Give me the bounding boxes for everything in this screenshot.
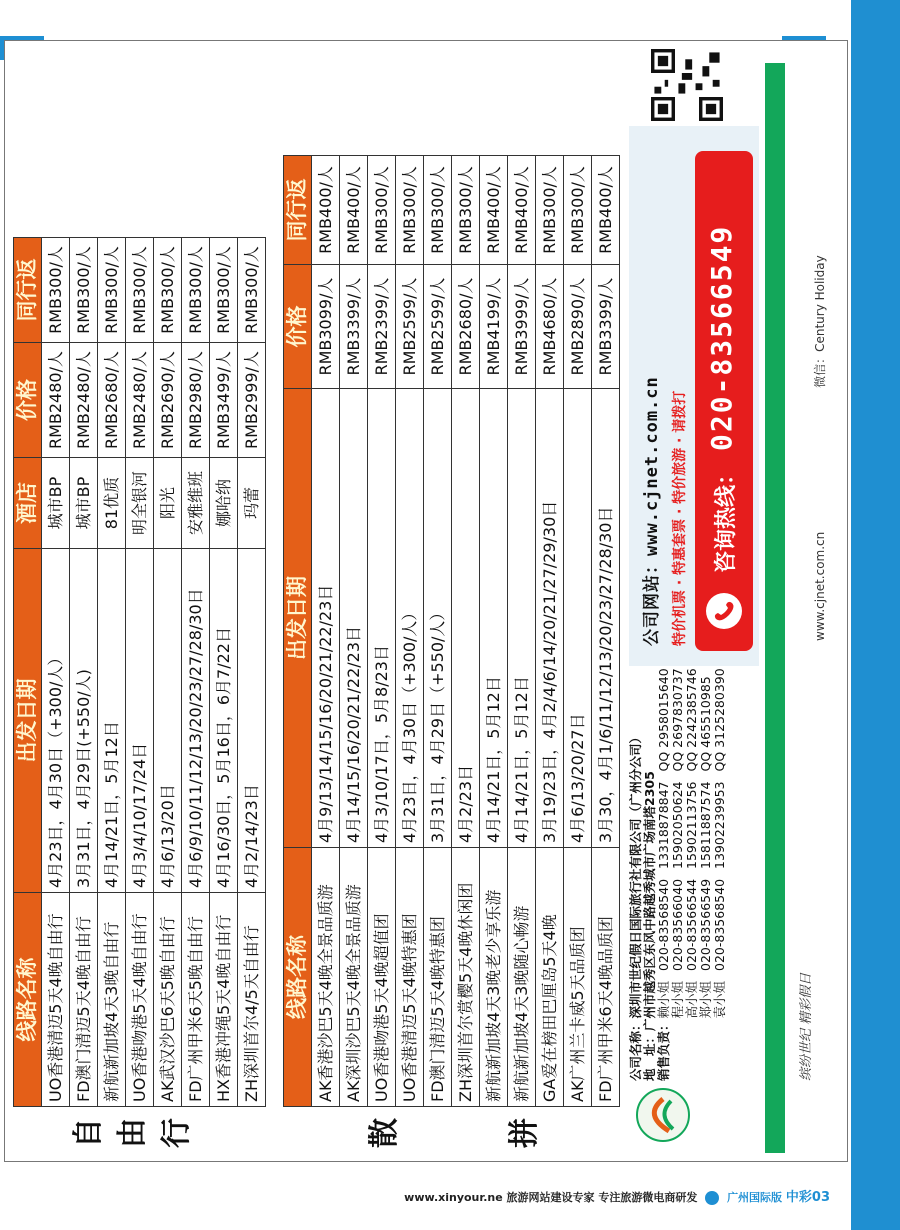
footer [404,1186,830,1205]
hotline-banner [629,126,759,666]
table-cell: ZH深圳首尔4/5天自由行 [238,893,266,1107]
label-char: 自 [71,1118,106,1148]
table-cell: RMB300/人 [98,238,126,343]
name-label: 公司名称： [628,1018,643,1081]
contact-name: 程小姐 [670,980,685,1019]
slogan: 缤纷世纪 精彩假日 [799,972,814,1081]
table-cell: RMB2599/人 [396,265,424,389]
table-row [452,156,480,1107]
table-cell: 3月31日，4月29日(+550/人) [70,549,98,893]
table-cell: RMB300/人 [396,156,424,265]
table-cell: RMB4199/人 [480,265,508,389]
table-cell: UO香港清迈5天4晚特惠团 [396,848,424,1107]
table-cell: 4月14/21日，5月12日 [508,389,536,848]
table-header-row [14,238,42,1107]
contact-phone: 020-83566544 [684,878,699,971]
table-cell: RMB400/人 [340,156,368,265]
hotline-box [695,151,753,651]
hotline-label: 咨询热线： [714,462,739,573]
contact-row [685,658,699,1018]
qr-code-icon[interactable] [651,49,723,121]
table-cell: UO香港清迈5天4晚自由行 [42,893,70,1107]
table-row [480,156,508,1107]
hotline-number[interactable]: 020-83566549 [705,224,738,451]
label-char: 拼 [507,1118,542,1148]
company-name: 深圳市世纪假日国际旅行社有限公司（广州分公司） [628,730,643,1019]
table-cell: FD广州甲米6天5晚自由行 [182,893,210,1107]
brand-icon [705,1191,719,1205]
table-cell: RMB2480/人 [126,343,154,458]
contact-row [671,658,685,1018]
table-cell: RMB300/人 [126,238,154,343]
contact-mobile: 15902050624 [670,781,685,869]
table-row [182,238,210,1107]
table-cell: RMB2890/人 [564,265,592,389]
table-cell: RMB300/人 [42,238,70,343]
table-cell: RMB300/人 [368,156,396,265]
table-row [154,238,182,1107]
table-cell: RMB400/人 [312,156,340,265]
wechat-id: 微信：Century Holiday [813,255,827,388]
table-cell: RMB2980/人 [182,343,210,458]
company-info [628,668,727,1081]
table-cell: 3月31日，4月29日（+550/人） [424,389,452,848]
table-cell: GA爱在榜田巴厘岛5天4晚 [536,848,564,1107]
table-cell: UO香港吻港5天4晚超值团 [368,848,396,1107]
table-cell: 阳光 [154,458,182,549]
table-cell: 4月23日，4月30日（+300/人） [396,389,424,848]
table-cell: RMB300/人 [564,156,592,265]
table-cell: ZH深圳首尔赏樱5天4晚休闲团 [452,848,480,1107]
table-cell: 4月2/23日 [452,389,480,848]
page-number: 中彩03 [785,1190,830,1205]
footer-brand: 广州国际版 [727,1191,783,1204]
contact-row [713,658,727,1018]
logo-area [625,1081,765,1153]
table-header-row [284,156,312,1107]
table-row [210,238,238,1107]
qr-area [631,46,741,121]
contact-name: 高小姐 [684,980,699,1019]
table-cell: FD澳门清迈5天4晚自由行 [70,893,98,1107]
contact-mobile: 15902113756 [684,781,699,869]
table-cell: 4月14/21日，5月12日 [480,389,508,848]
table-cell: RMB2399/人 [368,265,396,389]
table-cell: FD广州甲米6天4晚品质团 [592,848,620,1107]
table-cell: 玛蕾 [238,458,266,549]
contact-list [657,658,727,1018]
table-cell: RMB300/人 [210,238,238,343]
contact-phone: 020-83566040 [670,878,685,971]
contact-mobile: 13902239953 [712,781,727,869]
table-row [592,156,620,1107]
table-cell: RMB3099/人 [312,265,340,389]
table-row [126,238,154,1107]
group-tour-label [283,1103,613,1153]
sales-label: 销售负责： [656,1018,671,1081]
table-cell: 4月14/15/16/20/21/22/23日 [340,389,368,848]
table-cell: RMB2999/人 [238,343,266,458]
col-header: 线路名称 [14,893,42,1107]
table-cell: 4月3/10/17日，5月8/23日 [368,389,396,848]
col-header: 酒店 [14,458,42,549]
table-cell: RMB2690/人 [154,343,182,458]
table-row [70,238,98,1107]
table-row [424,156,452,1107]
table-row [536,156,564,1107]
col-header: 同行返 [14,238,42,343]
table-cell: AK广州兰卡威5天品质团 [564,848,592,1107]
label-char: 行 [159,1118,194,1148]
table-row [42,238,70,1107]
contact-qq: QQ 2697830737 [670,668,685,772]
table-cell: 新航新加坡4天3晚老少享乐游 [480,848,508,1107]
table-cell: 4月14/21日，5月12日 [98,549,126,893]
free-travel-label [25,1103,265,1153]
table-cell: 4月6/9/10/11/12/13/20/23/27/28/30日 [182,549,210,893]
table-row [396,156,424,1107]
table-cell: RMB4680/人 [536,265,564,389]
table-cell: RMB2680/人 [452,265,480,389]
contact-mobile: 15811887574 [698,781,713,869]
table-cell: 3月19/23日，4月2/4/6/14/20/21/27/29/30日 [536,389,564,848]
table-row [368,156,396,1107]
contact-phone: 020-83566549 [698,878,713,971]
table-cell: 城市BP [70,458,98,549]
col-header: 价格 [14,343,42,458]
right-blue-band [851,0,900,1230]
table-cell: HX香港冲绳5天4晚自由行 [210,893,238,1107]
table-cell: AK武汉沙巴6天5晚自由行 [154,893,182,1107]
table-row [564,156,592,1107]
contact-row [657,658,671,1018]
table-cell: RMB3399/人 [340,265,368,389]
free-travel-table [13,237,266,1107]
table-row [508,156,536,1107]
table-cell: RMB2480/人 [42,343,70,458]
table-cell: RMB300/人 [238,238,266,343]
table-row [238,238,266,1107]
contact-phone: 020-83568540 [656,878,671,971]
table-cell: 3月30，4月1/6/11/12/13/20/23/27/28/30日 [592,389,620,848]
contact-qq: QQ 465510985 [698,676,713,772]
table-cell: RMB400/人 [480,156,508,265]
address-label: 地 址： [642,1030,657,1081]
table-cell: 81优质 [98,458,126,549]
contact-qq: QQ 2958015640 [656,668,671,772]
col-header: 出发日期 [284,389,312,848]
company-logo-icon [633,1085,693,1145]
table-cell: 4月2/14/23日 [238,549,266,893]
contact-qq: QQ 3125280390 [712,668,727,772]
table-row [340,156,368,1107]
table-cell: RMB3999/人 [508,265,536,389]
group-tour-table [283,155,620,1107]
table-cell: 4月6/13/20日 [154,549,182,893]
table-cell: 明全银河 [126,458,154,549]
table-cell: RMB300/人 [154,238,182,343]
company-cn-name: 深圳市世纪假日国际旅行社有限公司 [788,384,807,641]
web-wechat-line [811,81,828,641]
table-cell: 新航新加坡4天3晚自由行 [98,893,126,1107]
contact-phone: 020-83568540 [712,878,727,971]
table-cell: 新航新加坡4天3晚随心畅游 [508,848,536,1107]
table-cell: RMB2680/人 [98,343,126,458]
rotated-ad-page [4,40,848,1162]
table-cell: RMB300/人 [182,238,210,343]
table-row [312,156,340,1107]
table-cell: 安雅维班 [182,458,210,549]
sales-block [656,668,727,1081]
table-cell: UO香港吻港5天4晚自由行 [126,893,154,1107]
free-travel-section [13,63,268,1153]
contact-mobile: 13318878847 [656,781,671,869]
table-row [98,238,126,1107]
contact-row [699,658,713,1018]
table-cell: RMB300/人 [424,156,452,265]
table-cell: RMB400/人 [508,156,536,265]
col-header: 价格 [284,265,312,389]
footer-text: www.xinyour.ne 旅游网站建设专家 专注旅游微电商研发 [404,1191,698,1204]
label-char: 散 [367,1118,402,1148]
web-small[interactable]: www.cjnet.com.cn [813,531,827,641]
col-header: 出发日期 [14,549,42,893]
table-cell: AK香港沙巴5天4晚全景品质游 [312,848,340,1107]
website-text: 公司网站：www.cjnet.com.cn [642,376,662,646]
contact-name: 赖小姐 [656,980,671,1019]
col-header: 同行返 [284,156,312,265]
table-cell: 4月9/13/14/15/16/20/21/22/23日 [312,389,340,848]
col-header: 线路名称 [284,848,312,1107]
label-char: 由 [115,1118,150,1148]
table-cell: RMB2599/人 [424,265,452,389]
green-strip [765,63,785,1153]
table-cell: RMB300/人 [70,238,98,343]
contact-name: 袁小姐 [712,980,727,1019]
table-cell: AK深圳沙巴5天4晚全景品质游 [340,848,368,1107]
table-cell: 娜哈纳 [210,458,238,549]
table-cell: RMB3499/人 [210,343,238,458]
group-tour-section [283,63,623,1153]
table-cell: 4月3/4/10/17/24日 [126,549,154,893]
table-cell: RMB2480/人 [70,343,98,458]
company-address: 广州市越秀区东风中路越秀城市广场南塔2305 [642,771,657,1031]
contact-qq: QQ 2242385746 [684,668,699,772]
table-cell: 4月16/30日，5月16日，6月7/22日 [210,549,238,893]
table-cell: RMB300/人 [452,156,480,265]
table-cell: 城市BP [42,458,70,549]
table-cell: FD澳门清迈5天4晚特惠团 [424,848,452,1107]
table-cell: RMB300/人 [536,156,564,265]
table-cell: RMB400/人 [592,156,620,265]
services-text: 特价机票 · 特惠套票 · 特价旅游 · 请拨打 [672,390,688,646]
table-cell: 4月6/13/20/27日 [564,389,592,848]
table-cell: RMB3399/人 [592,265,620,389]
table-cell: 4月23日，4月30日（+300/人） [42,549,70,893]
contact-name: 郑小姐 [698,980,713,1019]
phone-icon [704,591,744,631]
